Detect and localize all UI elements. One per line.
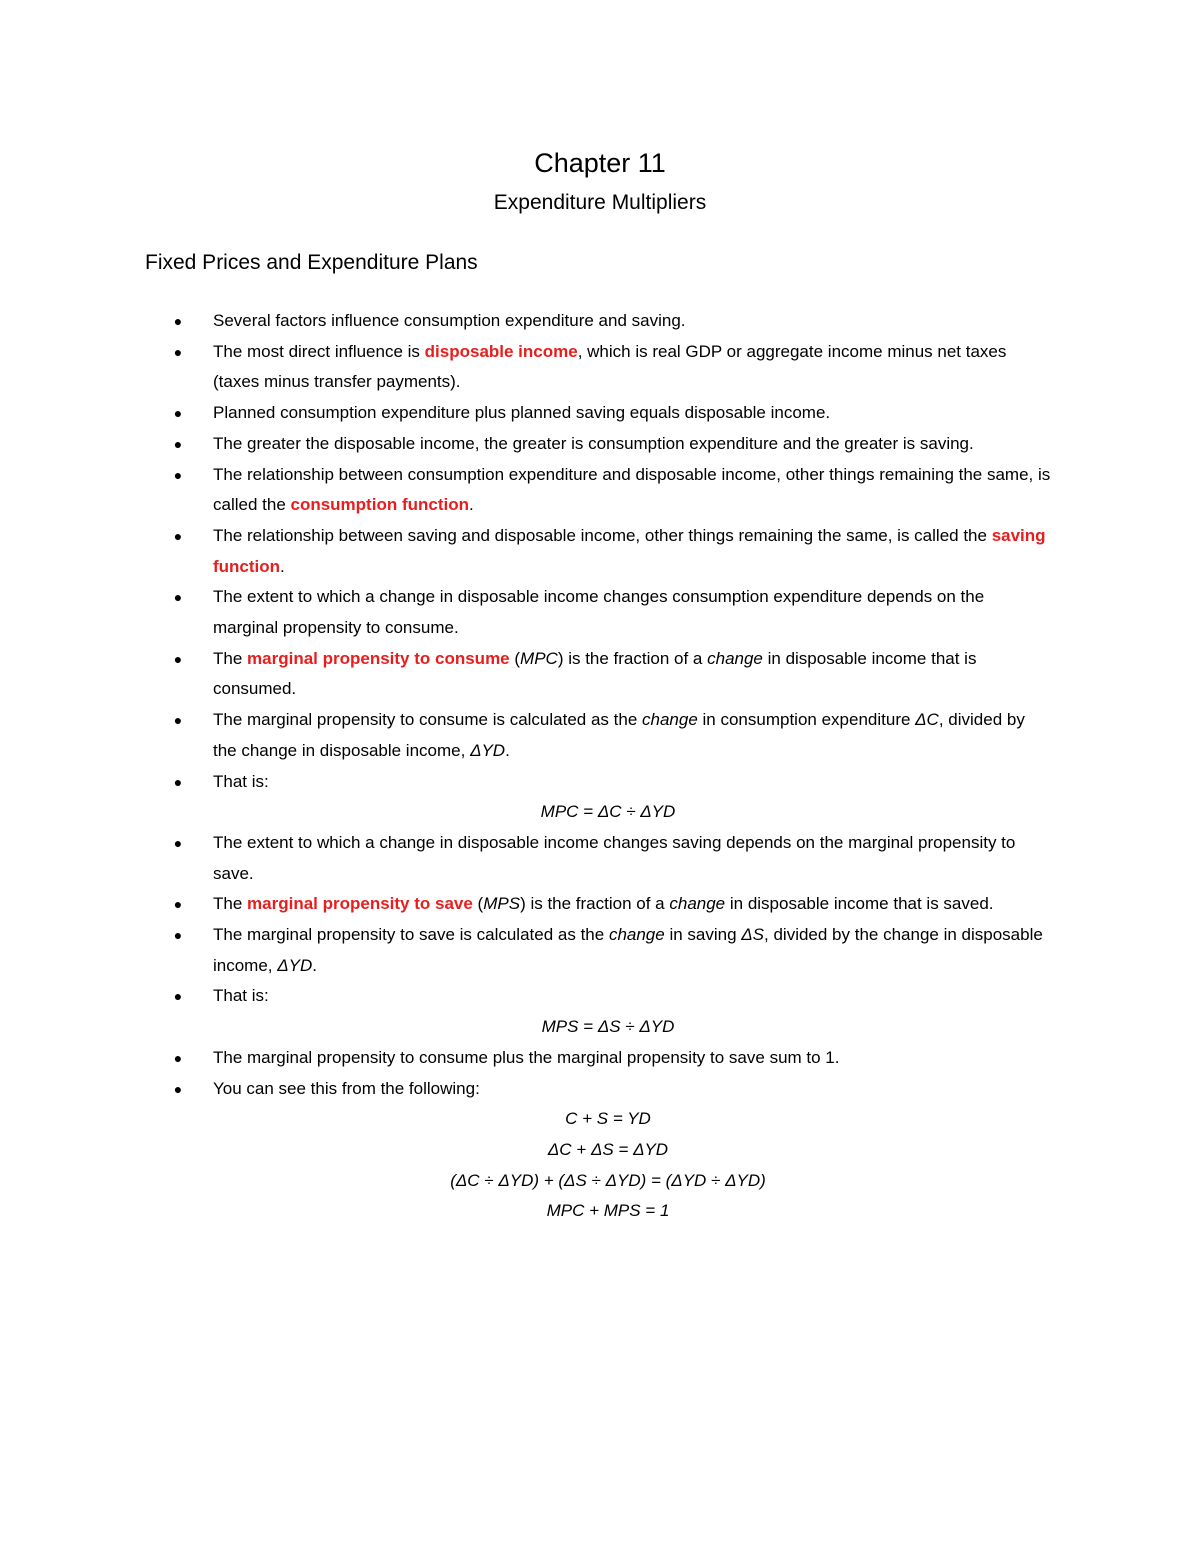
bullet-text: in disposable income that is saved. <box>725 894 994 914</box>
bullet-item <box>172 767 1052 798</box>
bullet-item <box>172 429 1052 460</box>
bullet-item <box>172 889 1052 920</box>
bullet-text: , divided by the change in disposable income, <box>213 925 1043 975</box>
key-term: marginal propensity to save <box>247 894 473 914</box>
bullet-icon: ● <box>173 712 183 729</box>
section-heading: Fixed Prices and Expenditure Plans <box>145 251 478 274</box>
equation: MPS = ΔS ÷ ΔYD <box>541 1017 675 1037</box>
italic-text: change <box>669 894 726 914</box>
bullet-item <box>172 582 1052 643</box>
italic-text: ΔYD <box>470 740 506 760</box>
bullet-icon: ● <box>173 466 183 483</box>
bullet-icon: ● <box>173 313 183 329</box>
key-term: saving function <box>213 525 1046 576</box>
bullet-item <box>172 828 1052 889</box>
bullet-icon: ● <box>173 773 183 790</box>
bullet-text: The marginal propensity to consume plus the marginal propensity to save sum to 1. <box>213 1047 840 1067</box>
key-term: marginal propensity to consume <box>247 648 510 668</box>
bullet-text: ) is the fraction of a <box>520 894 670 914</box>
bullet-icon: ● <box>173 343 183 360</box>
bullet-text: The most direct influence is <box>213 341 425 361</box>
bullet-icon: ● <box>173 1049 183 1066</box>
chapter-title: Chapter 11 <box>534 148 666 178</box>
bullet-icon: ● <box>173 896 183 913</box>
bullet-item <box>172 306 1052 337</box>
equation: ΔC + ΔS = ΔYD <box>547 1139 669 1159</box>
bullet-item <box>172 1074 1052 1105</box>
bullet-text: Planned consumption expenditure plus planned saving equals disposable income. <box>213 403 831 423</box>
bullet-text: That is: <box>213 986 269 1006</box>
equation: MPC = ΔC ÷ ΔYD <box>540 802 676 822</box>
bullet-text: The marginal propensity to consume is calculated as the <box>213 710 643 730</box>
bullet-text: in consumption expenditure <box>697 710 916 730</box>
bullet-text: ( <box>509 648 521 668</box>
bullet-icon: ● <box>173 1080 183 1097</box>
bullet-text: ( <box>472 894 484 914</box>
bullet-text: , divided by the change in disposable income, <box>213 710 1025 760</box>
bullet-icon: ● <box>173 650 183 667</box>
bullet-item <box>172 705 1052 766</box>
bullet-list <box>172 306 1052 1227</box>
bullet-text: in saving <box>664 925 742 945</box>
equation: C + S = YD <box>565 1109 651 1129</box>
key-term: consumption function <box>290 495 469 515</box>
bullet-icon: ● <box>173 927 183 944</box>
key-term: disposable income <box>424 341 578 361</box>
bullet-item <box>172 920 1052 981</box>
bullet-text: The <box>213 894 248 914</box>
bullet-item <box>172 398 1052 429</box>
bullet-icon: ● <box>173 589 183 606</box>
equation: (ΔC ÷ ΔYD) + (ΔS ÷ ΔYD) = (ΔYD ÷ ΔYD) <box>450 1170 766 1190</box>
chapter-subtitle: Expenditure Multipliers <box>493 191 707 214</box>
bullet-item <box>172 644 1052 705</box>
bullet-text: . <box>505 740 510 760</box>
bullet-text: The relationship between saving and disposable income, other things remaining the same, is called the <box>213 525 992 545</box>
italic-text: ΔS <box>741 925 765 945</box>
bullet-icon: ● <box>173 435 183 452</box>
bullet-text: The extent to which a change in disposable income changes saving depends on the marginal propensity to save. <box>213 832 1016 883</box>
bullet-icon: ● <box>173 988 183 1005</box>
bullet-text: You can see this from the following: <box>213 1078 480 1098</box>
bullet-text: , which is real GDP or aggregate income minus net taxes (taxes minus transfer payments). <box>213 341 1007 392</box>
italic-text: ΔC <box>915 710 939 730</box>
italic-text: change <box>707 648 763 668</box>
italic-text: MPC <box>520 648 558 668</box>
bullet-text: ) is the fraction of a <box>557 648 708 668</box>
bullet-item <box>172 1043 1052 1074</box>
bullet-text: The greater the disposable income, the greater is consumption expenditure and the greater is saving. <box>213 433 974 453</box>
italic-text: MPS <box>483 894 521 914</box>
bullet-item <box>172 981 1052 1012</box>
bullet-text: Several factors influence consumption expenditure and saving. <box>213 311 686 330</box>
bullet-text: . <box>280 556 285 576</box>
bullet-icon: ● <box>173 405 183 422</box>
bullet-text: The extent to which a change in disposable income changes consumption expenditure depends on the marginal propensity to consume. <box>213 587 985 638</box>
bullet-item <box>172 337 1052 398</box>
bullet-text: That is: <box>213 771 269 791</box>
equation: MPC + MPS = 1 <box>546 1201 670 1221</box>
bullet-icon: ● <box>173 527 183 544</box>
bullet-text: The <box>213 648 248 668</box>
bullet-text: in disposable income that is consumed. <box>213 648 977 699</box>
italic-text: change <box>642 710 698 730</box>
italic-text: change <box>608 925 665 945</box>
bullet-text: . <box>312 955 318 975</box>
bullet-text: The marginal propensity to save is calculated as the <box>213 925 609 945</box>
bullet-item <box>172 521 1052 582</box>
bullet-item <box>172 460 1052 521</box>
bullet-text: . <box>468 495 474 515</box>
bullet-text: The relationship between consumption expenditure and disposable income, other things remaining the same, is called the <box>213 464 1051 515</box>
italic-text: ΔYD <box>277 955 313 975</box>
bullet-icon: ● <box>173 834 183 851</box>
